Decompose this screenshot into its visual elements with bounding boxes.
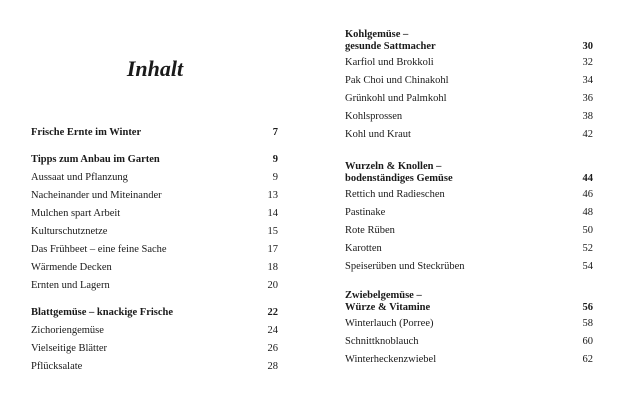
heading-line-2: Würze & Vitamine bbox=[345, 302, 431, 313]
toc-entry-label: Rote Rüben bbox=[345, 224, 395, 236]
toc-page-number: 13 bbox=[267, 189, 278, 201]
toc-page-number: 36 bbox=[582, 92, 593, 104]
toc-entry[interactable] bbox=[345, 203, 593, 221]
toc-section bbox=[31, 150, 278, 294]
toc-entry-label: Aussaat und Pflanzung bbox=[31, 171, 128, 183]
toc-entry-label: Frische Ernte im Winter bbox=[31, 126, 142, 138]
toc-entry[interactable] bbox=[345, 221, 593, 239]
toc-page-number: 15 bbox=[267, 225, 278, 237]
toc-entry-label: Pak Choi und Chinakohl bbox=[345, 74, 449, 86]
toc-entry-label: Karotten bbox=[345, 242, 382, 254]
toc-entry[interactable] bbox=[345, 185, 593, 203]
heading-line-1: Wurzeln & Knollen – bbox=[345, 161, 442, 172]
toc-entry[interactable] bbox=[345, 125, 593, 143]
toc-entry[interactable] bbox=[345, 332, 593, 350]
toc-chapter-heading[interactable] bbox=[345, 29, 593, 53]
toc-right-column bbox=[345, 29, 593, 368]
toc-page-number: 54 bbox=[582, 260, 593, 272]
toc-entry[interactable] bbox=[31, 204, 278, 222]
toc-entry[interactable] bbox=[345, 314, 593, 332]
toc-entry-label: Das Frühbeet – eine feine Sache bbox=[31, 243, 167, 255]
toc-page-number: 60 bbox=[582, 335, 593, 347]
toc-left-column bbox=[31, 123, 278, 375]
heading-line-2: gesunde Sattmacher bbox=[345, 41, 436, 52]
toc-entry-label: Zichoriengemüse bbox=[31, 324, 104, 336]
toc-page-number: 9 bbox=[272, 171, 278, 183]
toc-section bbox=[31, 303, 278, 375]
toc-section bbox=[345, 161, 593, 275]
toc-page-number: 46 bbox=[582, 188, 593, 200]
heading-line-1: Kohlgemüse – bbox=[345, 29, 409, 40]
toc-entry[interactable] bbox=[31, 240, 278, 258]
toc-entry[interactable] bbox=[31, 222, 278, 240]
toc-page-number: 30 bbox=[582, 41, 593, 52]
toc-page-number: 17 bbox=[267, 243, 278, 255]
toc-entry-label: Winterheckenzwiebel bbox=[345, 353, 437, 365]
toc-section bbox=[31, 123, 278, 141]
toc-section bbox=[345, 290, 593, 368]
toc-entry[interactable] bbox=[345, 53, 593, 71]
toc-entry-label: Kulturschutznetze bbox=[31, 225, 108, 237]
toc-entry[interactable] bbox=[31, 357, 278, 375]
toc-entry-label: Vielseitige Blätter bbox=[31, 342, 108, 354]
toc-entry[interactable] bbox=[345, 89, 593, 107]
toc-entry-label: Mulchen spart Arbeit bbox=[31, 207, 121, 219]
toc-entry-label: Kohlsprossen bbox=[345, 110, 403, 122]
toc-entry-label: Tipps zum Anbau im Garten bbox=[31, 153, 160, 165]
toc-entry-label: Rettich und Radieschen bbox=[345, 188, 445, 200]
toc-chapter-heading[interactable] bbox=[345, 290, 593, 314]
toc-entry-label: Schnittknoblauch bbox=[345, 335, 419, 347]
toc-page-number: 52 bbox=[582, 242, 593, 254]
toc-entry-label: Karfiol und Brokkoli bbox=[345, 56, 434, 68]
toc-chapter-heading[interactable] bbox=[31, 123, 278, 141]
toc-page-number: 18 bbox=[267, 261, 278, 273]
toc-page-number: 26 bbox=[267, 342, 278, 354]
toc-entry-label: Speiserüben und Steckrüben bbox=[345, 260, 465, 272]
toc-entry-label: Ernten und Lagern bbox=[31, 279, 110, 291]
toc-entry-label: Blattgemüse – knackige Frische bbox=[31, 306, 174, 318]
toc-entry[interactable] bbox=[31, 339, 278, 357]
toc-entry-label: Winterlauch (Porree) bbox=[345, 317, 434, 329]
toc-page-number: 44 bbox=[582, 173, 593, 184]
toc-entry[interactable] bbox=[345, 107, 593, 125]
toc-entry[interactable] bbox=[31, 276, 278, 294]
toc-entry[interactable] bbox=[31, 168, 278, 186]
toc-section bbox=[345, 29, 593, 143]
heading-line-1: Zwiebelgemüse – bbox=[345, 290, 422, 301]
toc-chapter-heading[interactable] bbox=[345, 161, 593, 185]
toc-page-number: 34 bbox=[582, 74, 593, 86]
toc-chapter-heading[interactable] bbox=[31, 150, 278, 168]
toc-entry-label: Nacheinander und Miteinander bbox=[31, 189, 162, 201]
toc-page-number: 32 bbox=[582, 56, 593, 68]
toc-page-number: 58 bbox=[582, 317, 593, 329]
toc-page-number: 7 bbox=[272, 126, 278, 138]
toc-entry-label: Kohl und Kraut bbox=[345, 128, 411, 140]
toc-entry[interactable] bbox=[31, 321, 278, 339]
toc-entry-label: Pflücksalate bbox=[31, 360, 83, 372]
toc-page-number: 42 bbox=[582, 128, 593, 140]
toc-page-number: 48 bbox=[582, 206, 593, 218]
toc-page-number: 38 bbox=[582, 110, 593, 122]
toc-entry[interactable] bbox=[31, 258, 278, 276]
toc-entry[interactable] bbox=[345, 350, 593, 368]
toc-page-number: 28 bbox=[267, 360, 278, 372]
toc-page-number: 9 bbox=[272, 153, 278, 165]
heading-line-2: bodenständiges Gemüse bbox=[345, 173, 453, 184]
toc-page-number: 22 bbox=[267, 306, 278, 318]
toc-entry[interactable] bbox=[31, 186, 278, 204]
toc-page-number: 24 bbox=[267, 324, 278, 336]
toc-entry-label bbox=[345, 290, 430, 314]
toc-entry-label: Wärmende Decken bbox=[31, 261, 112, 273]
toc-entry-label bbox=[345, 29, 436, 53]
toc-entry[interactable] bbox=[345, 257, 593, 275]
toc-entry-label: Grünkohl und Palmkohl bbox=[345, 92, 447, 104]
toc-entry[interactable] bbox=[345, 239, 593, 257]
toc-page-number: 20 bbox=[267, 279, 278, 291]
toc-entry[interactable] bbox=[345, 71, 593, 89]
page-title: Inhalt bbox=[126, 56, 184, 81]
toc-chapter-heading[interactable] bbox=[31, 303, 278, 321]
toc-page-number: 14 bbox=[267, 207, 278, 219]
toc-page-number: 56 bbox=[582, 302, 593, 313]
toc-entry-label bbox=[345, 161, 453, 185]
toc-entry-label: Pastinake bbox=[345, 206, 386, 218]
toc-page-number: 62 bbox=[582, 353, 593, 365]
toc-page-number: 50 bbox=[582, 224, 593, 236]
